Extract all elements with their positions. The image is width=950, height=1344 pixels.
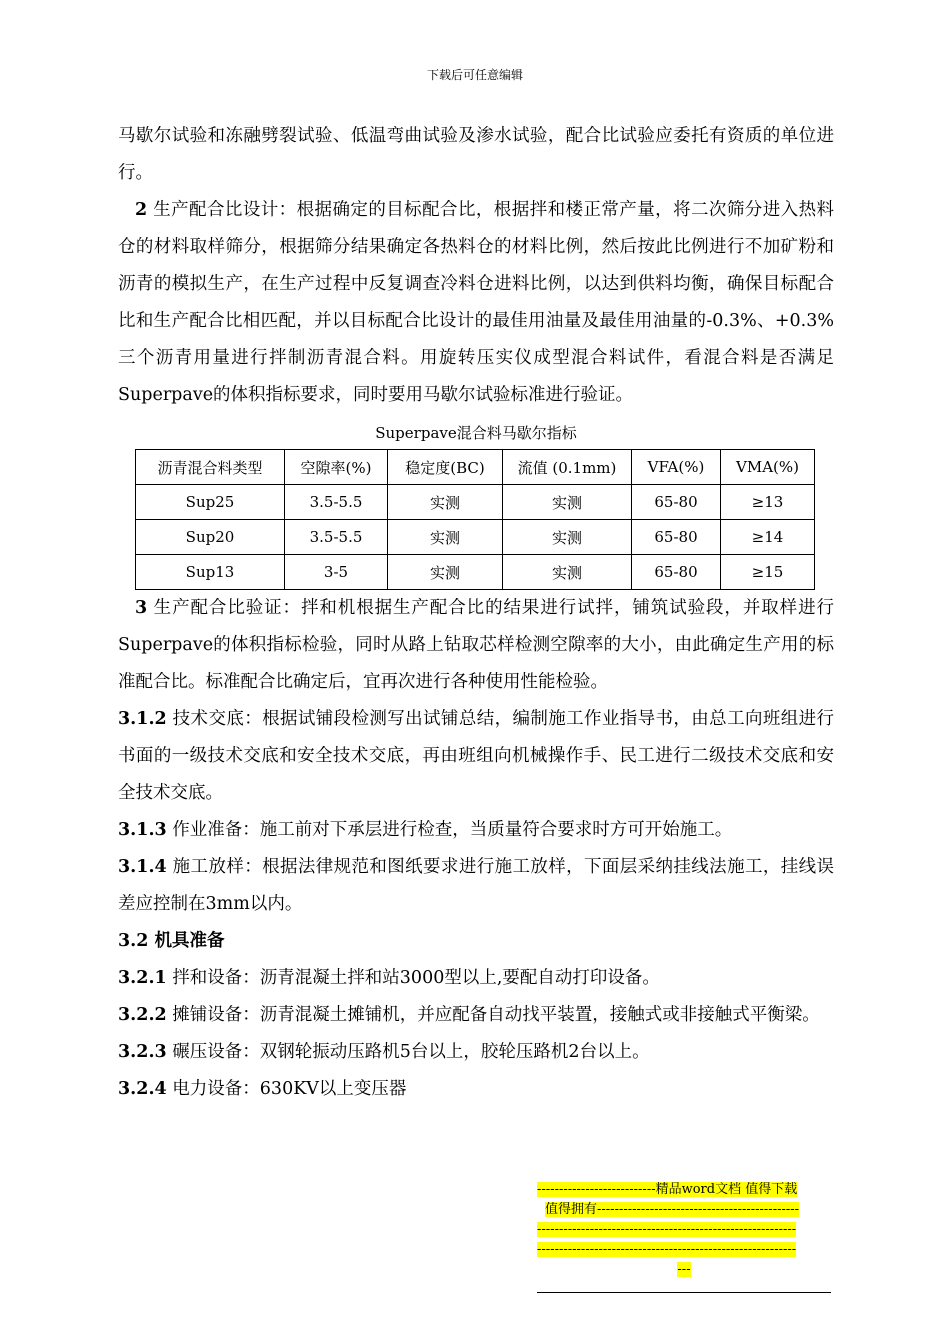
section-3-2-1 <box>118 960 834 997</box>
table-cell: Sup25 <box>136 485 285 520</box>
paragraph-continuation: 马歇尔试验和冻融劈裂试验、低温弯曲试验及渗水试验，配合比试验应委托有资质的单位进行。 <box>118 126 834 183</box>
section-number: 3.1.3 <box>118 820 167 840</box>
table-cell: 实测 <box>503 485 632 520</box>
table-header-cell: VMA(%) <box>721 450 815 485</box>
paragraph-production-mix-design <box>118 192 834 414</box>
table-cell: 实测 <box>388 555 503 590</box>
table-row <box>136 485 815 520</box>
table-cell: ≥14 <box>721 520 815 555</box>
section-text: 碾压设备：双钢轮振动压路机5台以上，胶轮压路机2台以上。 <box>172 1042 650 1062</box>
section-heading: 3.2 机具准备 <box>118 931 225 951</box>
section-text: 施工放样：根据法律规范和图纸要求进行施工放样，下面层采纳挂线法施工，挂线误差应控制在3mm以内。 <box>118 857 834 914</box>
table-header-cell: 流值 (0.1mm) <box>503 450 632 485</box>
page-header: 下载后可任意编辑 <box>426 68 523 82</box>
table-cell: 实测 <box>503 520 632 555</box>
marshall-index-table <box>135 449 815 590</box>
table-row <box>136 520 815 555</box>
table-header-row <box>136 450 815 485</box>
section-heading-3-2 <box>118 923 834 960</box>
paragraph-text: 生产配合比验证：拌和机根据生产配合比的结果进行试拌，铺筑试验段，并取样进行Superpave的体积指标检验，同时从路上钻取芯样检测空隙率的大小，由此确定生产用的标准配合比。标准配合比确定后，宜再次进行各种使用性能检验。 <box>118 598 834 692</box>
section-number: 3.2.2 <box>118 1005 167 1025</box>
paragraph-text: 生产配合比设计：根据确定的目标配合比，根据拌和楼正常产量，将二次筛分进入热料仓的材料取样筛分，根据筛分结果确定各热料仓的材料比例，然后按此比例进行不加矿粉和沥青的模拟生产，在生产过程中反复调查冷料仓进料比例，以达到供料均衡，确保目标配合比和生产配合比相匹配，并以目标配合比设计的最佳用油量及最佳用油量的-0.3%、+0.3%三个沥青用量进行拌制沥青混合料。用旋转压实仪成型混合料试件，看混合料是否满足Superpave的体积指标要求，同时要用马歇尔试验标准进行验证。 <box>118 200 834 405</box>
section-3-1-4 <box>118 849 834 923</box>
table-cell: 3-5 <box>285 555 388 590</box>
table-cell: ≥15 <box>721 555 815 590</box>
table-cell: ≥13 <box>721 485 815 520</box>
section-3-2-4 <box>118 1071 834 1108</box>
table-header-cell: 稳定度(BC) <box>388 450 503 485</box>
section-text: 技术交底：根据试铺段检测写出试铺总结，编制施工作业指导书，由总工向班组进行书面的一级技术交底和安全技术交底，再由班组向机械操作手、民工进行二级技术交底和安全技术交底。 <box>118 709 834 803</box>
item-number: 3 <box>135 598 148 618</box>
table-caption: Superpave混合料马歇尔指标 <box>375 424 577 442</box>
footer-line: ----------------------------------------------------------- <box>537 1222 797 1237</box>
table-cell: 65-80 <box>632 555 721 590</box>
table-cell: 3.5-5.5 <box>285 485 388 520</box>
footer-line: ----------------------------------------------------------- <box>537 1242 797 1257</box>
section-number: 3.2.3 <box>118 1042 167 1062</box>
table-cell: 实测 <box>388 520 503 555</box>
section-number: 3.2.1 <box>118 968 167 988</box>
table-cell: 65-80 <box>632 485 721 520</box>
table-cell: 65-80 <box>632 520 721 555</box>
section-3-1-3 <box>118 812 834 849</box>
table-cell: 实测 <box>388 485 503 520</box>
table-cell: Sup13 <box>136 555 285 590</box>
document-body <box>118 118 834 1108</box>
section-number: 3.2.4 <box>118 1079 167 1099</box>
section-3-2-2 <box>118 997 834 1034</box>
footer-line: 值得拥有---------------------------------------------- <box>545 1202 800 1217</box>
table-header-cell: 沥青混合料类型 <box>136 450 285 485</box>
section-text: 作业准备：施工前对下承层进行检查，当质量符合要求时方可开始施工。 <box>172 820 733 840</box>
section-text: 拌和设备：沥青混凝土拌和站3000型以上,要配自动打印设备。 <box>172 968 660 988</box>
section-text: 摊铺设备：沥青混凝土摊铺机，并应配备自动找平装置，接触式或非接触式平衡梁。 <box>172 1005 820 1025</box>
table-cell: 3.5-5.5 <box>285 520 388 555</box>
footer-line: ---------------------------精品word文档 值得下载 <box>537 1182 798 1197</box>
section-number: 3.1.2 <box>118 709 167 729</box>
table-header-cell: VFA(%) <box>632 450 721 485</box>
item-number: 2 <box>135 200 148 220</box>
table-row <box>136 555 815 590</box>
paragraph-production-mix-verification <box>118 590 834 701</box>
section-number: 3.1.4 <box>118 857 167 877</box>
table-cell: 实测 <box>503 555 632 590</box>
footer-watermark-box <box>537 1180 831 1293</box>
section-3-2-3 <box>118 1034 834 1071</box>
table-cell: Sup20 <box>136 520 285 555</box>
footer-line: --- <box>677 1262 691 1277</box>
section-3-1-2 <box>118 701 834 812</box>
section-text: 电力设备：630KV以上变压器 <box>172 1079 407 1099</box>
table-header-cell: 空隙率(%) <box>285 450 388 485</box>
